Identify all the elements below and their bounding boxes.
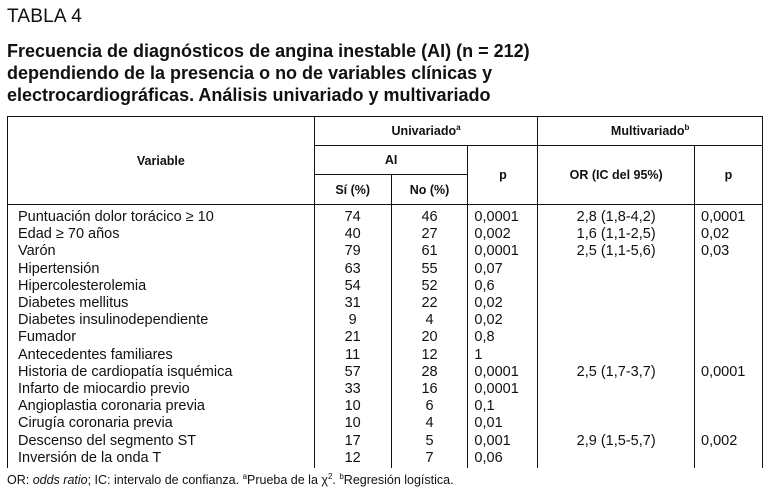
cell-or (538, 347, 695, 364)
cell-variable: Diabetes mellitus (8, 295, 315, 312)
cell-variable: Historia de cardiopatía isquémica (8, 364, 315, 381)
cell-variable: Cirugía coronaria previa (8, 415, 315, 432)
cell-variable: Inversión de la onda T (8, 450, 315, 468)
table-label: TABLA 4 (7, 6, 82, 27)
cell-variable: Descenso del segmento ST (8, 433, 315, 450)
cell-p: 0,02 (468, 312, 538, 329)
cell-variable: Puntuación dolor torácico ≥ 10 (8, 205, 315, 227)
table-row (8, 243, 763, 260)
header-variable: Variable (8, 117, 315, 205)
table-row (8, 398, 763, 415)
header-multivariado (538, 117, 763, 146)
cell-or (538, 329, 695, 346)
footnote-sup-a: a (242, 472, 248, 481)
footnote-or-term: odds ratio (32, 473, 88, 488)
cell-variable: Antecedentes familiares (8, 347, 315, 364)
cell-p: 0,0001 (468, 243, 538, 260)
cell-no: 22 (391, 295, 468, 312)
cell-p: 0,07 (468, 261, 538, 278)
cell-si: 57 (314, 364, 391, 381)
header-p-multi: p (695, 146, 763, 205)
cell-or: 2,5 (1,1-5,6) (538, 243, 695, 260)
cell-p-multi (695, 312, 763, 329)
footnote-ic: ; IC: intervalo de confianza. (87, 473, 243, 488)
cell-p: 0,8 (468, 329, 538, 346)
cell-or (538, 415, 695, 432)
cell-no: 52 (391, 278, 468, 295)
footnote-sup-2: 2 (327, 472, 333, 481)
cell-si: 33 (314, 381, 391, 398)
cell-p-multi: 0,0001 (695, 205, 763, 227)
cell-si: 10 (314, 398, 391, 415)
cell-si: 63 (314, 261, 391, 278)
cell-p: 0,02 (468, 295, 538, 312)
table-row (8, 205, 763, 227)
header-or: OR (IC del 95%) (538, 146, 695, 205)
cell-p-multi (695, 347, 763, 364)
table-body (8, 205, 763, 469)
cell-si: 12 (314, 450, 391, 468)
cell-p: 0,06 (468, 450, 538, 468)
cell-no: 7 (391, 450, 468, 468)
title-line: Frecuencia de diagnósticos de angina inestable (AI) (n = 212) (7, 41, 530, 61)
cell-si: 10 (314, 415, 391, 432)
table-row (8, 415, 763, 432)
cell-p-multi (695, 398, 763, 415)
cell-no: 46 (391, 205, 468, 227)
cell-p-multi (695, 295, 763, 312)
header-si: Sí (%) (314, 175, 391, 205)
table-row (8, 226, 763, 243)
header-univariado (314, 117, 538, 146)
cell-p: 0,0001 (468, 205, 538, 227)
cell-no: 5 (391, 433, 468, 450)
cell-or (538, 295, 695, 312)
table-footnote (7, 472, 454, 487)
cell-no: 6 (391, 398, 468, 415)
cell-p-multi (695, 415, 763, 432)
header-no: No (%) (391, 175, 468, 205)
cell-or (538, 312, 695, 329)
cell-p-multi (695, 450, 763, 468)
title-line: electrocardiográficas. Análisis univariado y multivariado (7, 85, 491, 105)
header-multivariado-text: Multivariado (610, 124, 685, 139)
cell-p-multi: 0,03 (695, 243, 763, 260)
header-univariado-sup: a (456, 123, 461, 133)
cell-variable: Fumador (8, 329, 315, 346)
cell-p: 0,01 (468, 415, 538, 432)
table-title (7, 40, 762, 106)
cell-p-multi: 0,002 (695, 433, 763, 450)
cell-no: 4 (391, 312, 468, 329)
table-row (8, 261, 763, 278)
cell-no: 16 (391, 381, 468, 398)
cell-si: 21 (314, 329, 391, 346)
footnote-or-abbr: OR: (7, 473, 33, 488)
cell-no: 27 (391, 226, 468, 243)
cell-variable: Edad ≥ 70 años (8, 226, 315, 243)
cell-p: 0,0001 (468, 364, 538, 381)
cell-no: 28 (391, 364, 468, 381)
cell-si: 74 (314, 205, 391, 227)
cell-p-multi: 0,02 (695, 226, 763, 243)
cell-p-multi (695, 278, 763, 295)
cell-si: 54 (314, 278, 391, 295)
cell-p-multi: 0,0001 (695, 364, 763, 381)
title-line: dependiendo de la presencia o no de variables clínicas y (7, 63, 493, 83)
cell-or: 2,8 (1,8-4,2) (538, 205, 695, 227)
cell-or (538, 381, 695, 398)
cell-si: 79 (314, 243, 391, 260)
header-multivariado-sup: b (684, 123, 690, 133)
cell-no: 12 (391, 347, 468, 364)
cell-no: 4 (391, 415, 468, 432)
cell-si: 9 (314, 312, 391, 329)
footnote-sup-b: b (339, 472, 344, 481)
footnote-regresion: Regresión logística. (343, 473, 454, 488)
cell-p: 1 (468, 347, 538, 364)
cell-p: 0,002 (468, 226, 538, 243)
cell-no: 55 (391, 261, 468, 278)
cell-p: 0,001 (468, 433, 538, 450)
cell-p: 0,1 (468, 398, 538, 415)
table-row (8, 278, 763, 295)
table-row (8, 433, 763, 450)
cell-no: 61 (391, 243, 468, 260)
cell-p-multi (695, 381, 763, 398)
header-p: p (468, 146, 538, 205)
table-row (8, 450, 763, 468)
table-row (8, 364, 763, 381)
cell-or (538, 278, 695, 295)
cell-variable: Diabetes insulinodependiente (8, 312, 315, 329)
cell-variable: Hipercolesterolemia (8, 278, 315, 295)
cell-variable: Angioplastia coronaria previa (8, 398, 315, 415)
table-row (8, 347, 763, 364)
cell-si: 11 (314, 347, 391, 364)
table-row (8, 312, 763, 329)
header-univariado-text: Univariado (391, 124, 457, 139)
cell-p-multi (695, 329, 763, 346)
cell-or: 2,5 (1,7-3,7) (538, 364, 695, 381)
cell-si: 31 (314, 295, 391, 312)
cell-p: 0,6 (468, 278, 538, 295)
cell-p: 0,0001 (468, 381, 538, 398)
cell-or (538, 398, 695, 415)
cell-variable: Infarto de miocardio previo (8, 381, 315, 398)
cell-si: 40 (314, 226, 391, 243)
results-table (7, 116, 763, 468)
cell-or (538, 450, 695, 468)
cell-or: 2,9 (1,5-5,7) (538, 433, 695, 450)
cell-p-multi (695, 261, 763, 278)
footnote-sep: . (332, 473, 340, 488)
cell-variable: Hipertensión (8, 261, 315, 278)
cell-no: 20 (391, 329, 468, 346)
cell-or (538, 261, 695, 278)
table-row (8, 329, 763, 346)
table-row (8, 381, 763, 398)
cell-or: 1,6 (1,1-2,5) (538, 226, 695, 243)
cell-variable: Varón (8, 243, 315, 260)
footnote-chi: Prueba de la χ (247, 473, 328, 488)
table-row (8, 295, 763, 312)
cell-si: 17 (314, 433, 391, 450)
header-ai: AI (314, 146, 468, 175)
